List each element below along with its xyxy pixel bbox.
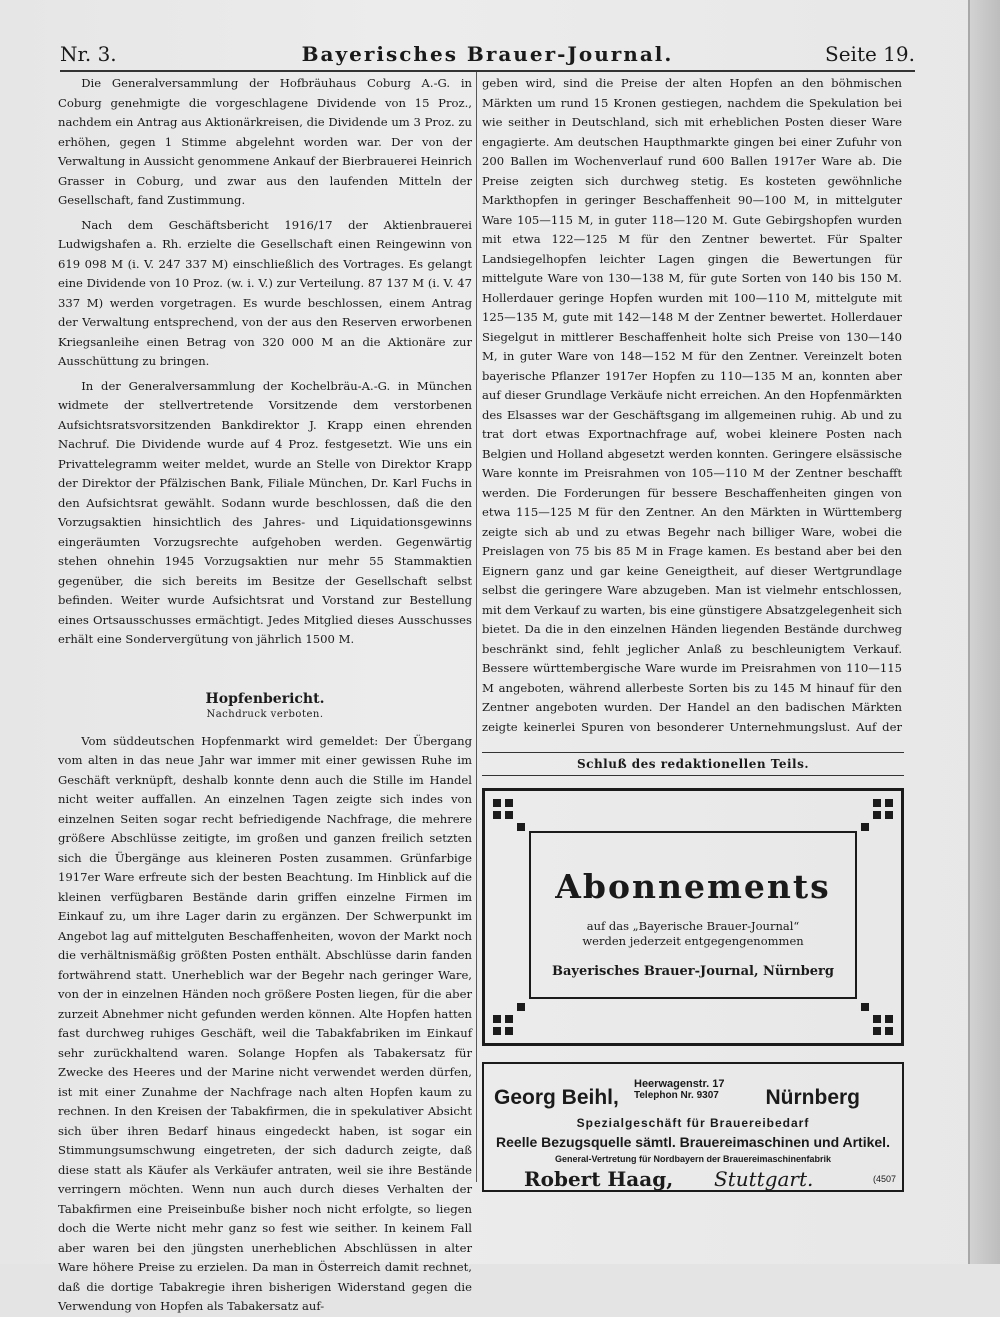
issue-number: Nr. 3. xyxy=(60,42,117,66)
decorative-corner-top-right xyxy=(859,799,893,833)
subscription-line-1: auf das „Bayerische Brauer-Journal“ xyxy=(586,919,800,933)
subscription-title: Abonnements xyxy=(555,867,831,906)
represented-firm-city: Stuttgart. xyxy=(714,1167,814,1191)
decorative-corner-bottom-right xyxy=(859,1001,893,1035)
hop-report-continuation: geben wird, sind die Preise der alten Hopfen an den böhmischen Märkten um rund 15 Kronen gestiegen, nachdem die Spekulation bei wie seither in Deutschland, sich mit erheblichen Posten dieser Ware engagierte. Am deutschen Haupthmarkte gingen bei einer Zufuhr von 200 Ballen im Wochenverlauf rund 600 Ballen 1917er Ware ab. Die Preise zeigten sich durchweg stetig. Es kosteten gewöhnliche Markthopfen in geringer Beschaffenheit 90—100 M, in mittelguter Ware 105—115 M, in guter 118—120 M. Gute Gebirgshopfen wurden mit etwa 122—125 M für den Zentner bewertet. Für Spalter Landsiegelhopfen leichter Lagen gingen die Bewertungen für mittelgute Ware von 130—138 M, für gute Sorten von 140 bis 150 M. Hollerdauer geringe Hopfen wurden mit 100—110 M, mittelgute mit 125—135 M, gute mit 142—148 M der Zentner bewertet. Hollerdauer Siegelgut in mittlerer Beschaffenheit holte sich Preise von 130—140 M, in guter Ware von 148—152 M für den Zentner. Vereinzelt boten bayerische Pflanzer 1917er Hopfen zu 110—135 M an, konnten aber auf dieser Grundlage Verkäufe nicht erreichen. An den Hopfenmärkten des Elsasses war der Geschäftsgang im allgemeinen ruhig. Ab und zu trat dort etwas Exportnachfrage auf, wobei kleinere Posten nach Belgien und Holland abgesetzt werden konnten. Geringere elsässische Ware konnte im Preisrahmen von 105—110 M der Zentner beschafft werden. Die Forderungen für bessere Beschaffenheiten gingen von etwa 115—125 M für den Zentner. An den Märkten in Württemberg zeigte sich ab und zu etwas Begehr nach billiger Ware, wobei die Preislagen von 75 bis 85 M in Frage kamen. Es bestand aber bei den Eignern ganz und gar keine Geneigtheit, auf dieser Wertgrundlage selbst die geringere Ware abzugeben. Man ist vielmehr entschlossen, mit dem Verkauf zu warten, bis eine günstigere Absatzgelegenheit sich bietet. Da die in den einzelnen Händen liegenden Bestände durchweg beschränkt sind, fehlt jeglicher Anlaß zu beschleunigtem Verkauf. Bessere württembergische Ware wurde im Preisrahmen von 110—115 M angeboten, während allerbeste Sorten bis zu 145 M hinauf für den Zentner angeboten wurden. Der Handel an den badischen Märkten zeigte keinerlei Spuren von besonderer Unternehmungslust. Auf der xyxy=(482,76,902,734)
journal-title: Bayerisches Brauer-Journal. xyxy=(301,42,674,66)
article-hofbraeuhaus-coburg: Die Generalversammlung der Hofbräuhaus Coburg A.-G. in Coburg genehmigte die vorgeschlagene Dividende von 15 Proz., nachdem ein Antrag aus Aktionärkreisen, die Dividende um 3 Proz. zu erhöhen, gegen 1 Stimme abgelehnt worden war. Der von der Verwaltung in Aussicht genommene Ankauf der Bierbrauerei Heinrich Grasser in Coburg, und zwar aus den laufenden Mitteln der Gesellschaft, fand Zustimmung. xyxy=(58,76,472,207)
decorative-corner-bottom-left xyxy=(493,1001,527,1035)
decorative-corner-top-left xyxy=(493,799,527,833)
subscription-advertisement xyxy=(482,788,904,1046)
ad-specialty: Spezialgeschäft für Brauereibedarf xyxy=(576,1116,810,1130)
ad-representation: General-Vertretung für Nordbayern der Brauereimaschinenfabrik xyxy=(554,1154,832,1164)
article-kochelbraeu-muenchen: In der Generalversammlung der Kochelbräu-A.-G. in München widmete der stellvertretende Vorsitzende dem verstorbenen Aufsichtsratsvorsitzenden Bankdirektor J. Krapp einen ehrenden Nachruf. Die Dividende wurde auf 4 Proz. festgesetzt. Wie uns ein Privattelegramm weiter meldet, wurde an Stelle von Direktor Krapp der Direktor der Pfälzischen Bank, Filiale München, Dr. Karl Fuchs in den Aufsichtsrat gewählt. Sodann wurde beschlossen, daß die den Vorzugsaktien hinsichtlich des Jahres- und Liquidationsgewinns eingeräumten Vorzugsrechte aufgehoben werden. Gegenwärtig stehen ohnehin 1945 Vorzugsaktien nur mehr 55 Stammaktien gegenüber, die sich bereits im Besitze der Gesellschaft selbst befinden. Weiter wurde Aufsichtsrat und Vorstand zur Bestellung eines Ortsausschusses ermächtigt. Jedes Mitglied dieses Ausschusses erhält eine Sondervergütung von jährlich 1500 M. xyxy=(58,378,472,646)
article-aktienbrauerei-ludwigshafen: Nach dem Geschäftsbericht 1916/17 der Aktienbrauerei Ludwigshafen a. Rh. erzielte die Gesellschaft einen Reingewinn von 619 098 M (i. V. 247 337 M) einschließlich des Vortrages. Es gelangt eine Dividende von 10 Proz. (w. i. V.) zur Verteilung. 87 137 M (i. V. 47 337 M) werden vorgetragen. Es wurde beschlossen, einem Antrag der Verwaltung entsprechend, von der aus den Reserven erworbenen Kriegsanleihe einen Betrag von 320 000 M an die Aktionäre zur Ausschüttung zu bringen. xyxy=(58,217,472,368)
reprint-notice: Nachdruck verboten. xyxy=(206,708,324,720)
page-header xyxy=(60,38,915,72)
column-divider xyxy=(476,72,477,1182)
advertiser-name: Georg Beihl, xyxy=(494,1086,619,1109)
page-number: Seite 19. xyxy=(825,42,915,66)
ad-offer: Reelle Bezugsquelle sämtl. Brauereimaschinen und Artikel. xyxy=(496,1134,890,1150)
subscription-line-2: werden jederzeit entgegengenommen xyxy=(582,934,804,948)
hop-report-paragraph: Vom süddeutschen Hopfenmarkt wird gemeldet: Der Übergang vom alten in das neue Jahr war immer mit einer gewissen Ruhe im Geschäft verknüpft, deshalb konnte denn auch die Stille im Handel nicht weiter auffallen. An einzelnen Tagen zeigte sich indes von einzelnen Seiten sogar recht befriedigende Nachfrage, die mehrere größere Abschlüsse zeitigte, im großen und ganzen freilich setzten sich die Übergänge aus kleineren Posten zusammen. Grünfarbige 1917er Ware erfreute sich der besten Beachtung. Im Hinblick auf die kleinen verfügbaren Bestände darin griffen einzelne Firmen im Einkauf zu, um ihre Lager darin zu ergänzen. Der Schwerpunkt im Angebot lag auf mittelguten Beschaffenheiten, wovon der Markt noch die verhältnismäßig größten Posten enthält. Abschlüsse darin fanden fortwährend statt. Unerheblich war der Begehr nach geringer Ware, von der in einzelnen Händen noch größere Posten liegen, für die aber zurzeit Abnehmer nicht gefunden werden können. Alte Hopfen hatten fast durchweg ruhiges Geschäft, weil die Tabakfabriken im Einkauf sehr zurückhaltend waren. Solange Hopfen als Tabakersatz für Zwecke des Heeres und der Marine nicht verwendet werden dürfen, ist mit einer Zunahme der Nachfrage nach alten Hopfen kaum zu rechnen. In den Kreisen der Tabakfirmen, die in spekulativer Absicht sich über ihren Bedarf hinaus eingedeckt haben, ist sogar ein Stimmungsumschwung eingetreten, der sich dadurch zeigte, daß diese statt als Käufer als Verkäufer antraten, weil sie ihre Bestände verringern möchten. Wenn nun auch durch dieses Verhalten der Tabakfirmen eine Preiseinbuße bisher noch nicht erfolgte, so liegen doch die Werte nicht mehr ganz so fest wie seither. In keinem Fall aber waren bei den jüngsten unerheblichen Abschlüssen in alter Ware höhere Preise zu erzielen. Da man in Österreich damit rechnet, daß die dortige Tabakregie ihren bisherigen Widerstand gegen die Verwendung von Hopfen als Tabakersatz auf- xyxy=(58,733,472,1313)
represented-firm: Robert Haag, xyxy=(524,1167,674,1191)
editorial-end-note: Schluß des redaktionellen Teils. xyxy=(482,752,904,776)
hop-report-title: Hopfenbericht. xyxy=(205,690,325,707)
page-edge-shadow xyxy=(968,0,1000,1264)
right-column xyxy=(482,74,902,734)
subscription-publisher: Bayerisches Brauer-Journal, Nürnberg xyxy=(552,964,834,979)
left-column xyxy=(58,74,472,1317)
business-advertisement xyxy=(482,1062,904,1192)
subscription-frame xyxy=(529,831,857,999)
advertiser-street: Heerwagenstr. 17 xyxy=(634,1078,725,1090)
advertiser-phone: Telephon Nr. 9307 xyxy=(634,1090,719,1101)
advertiser-city: Nürnberg xyxy=(765,1086,860,1109)
ad-reference-number: (4507 xyxy=(872,1174,896,1184)
